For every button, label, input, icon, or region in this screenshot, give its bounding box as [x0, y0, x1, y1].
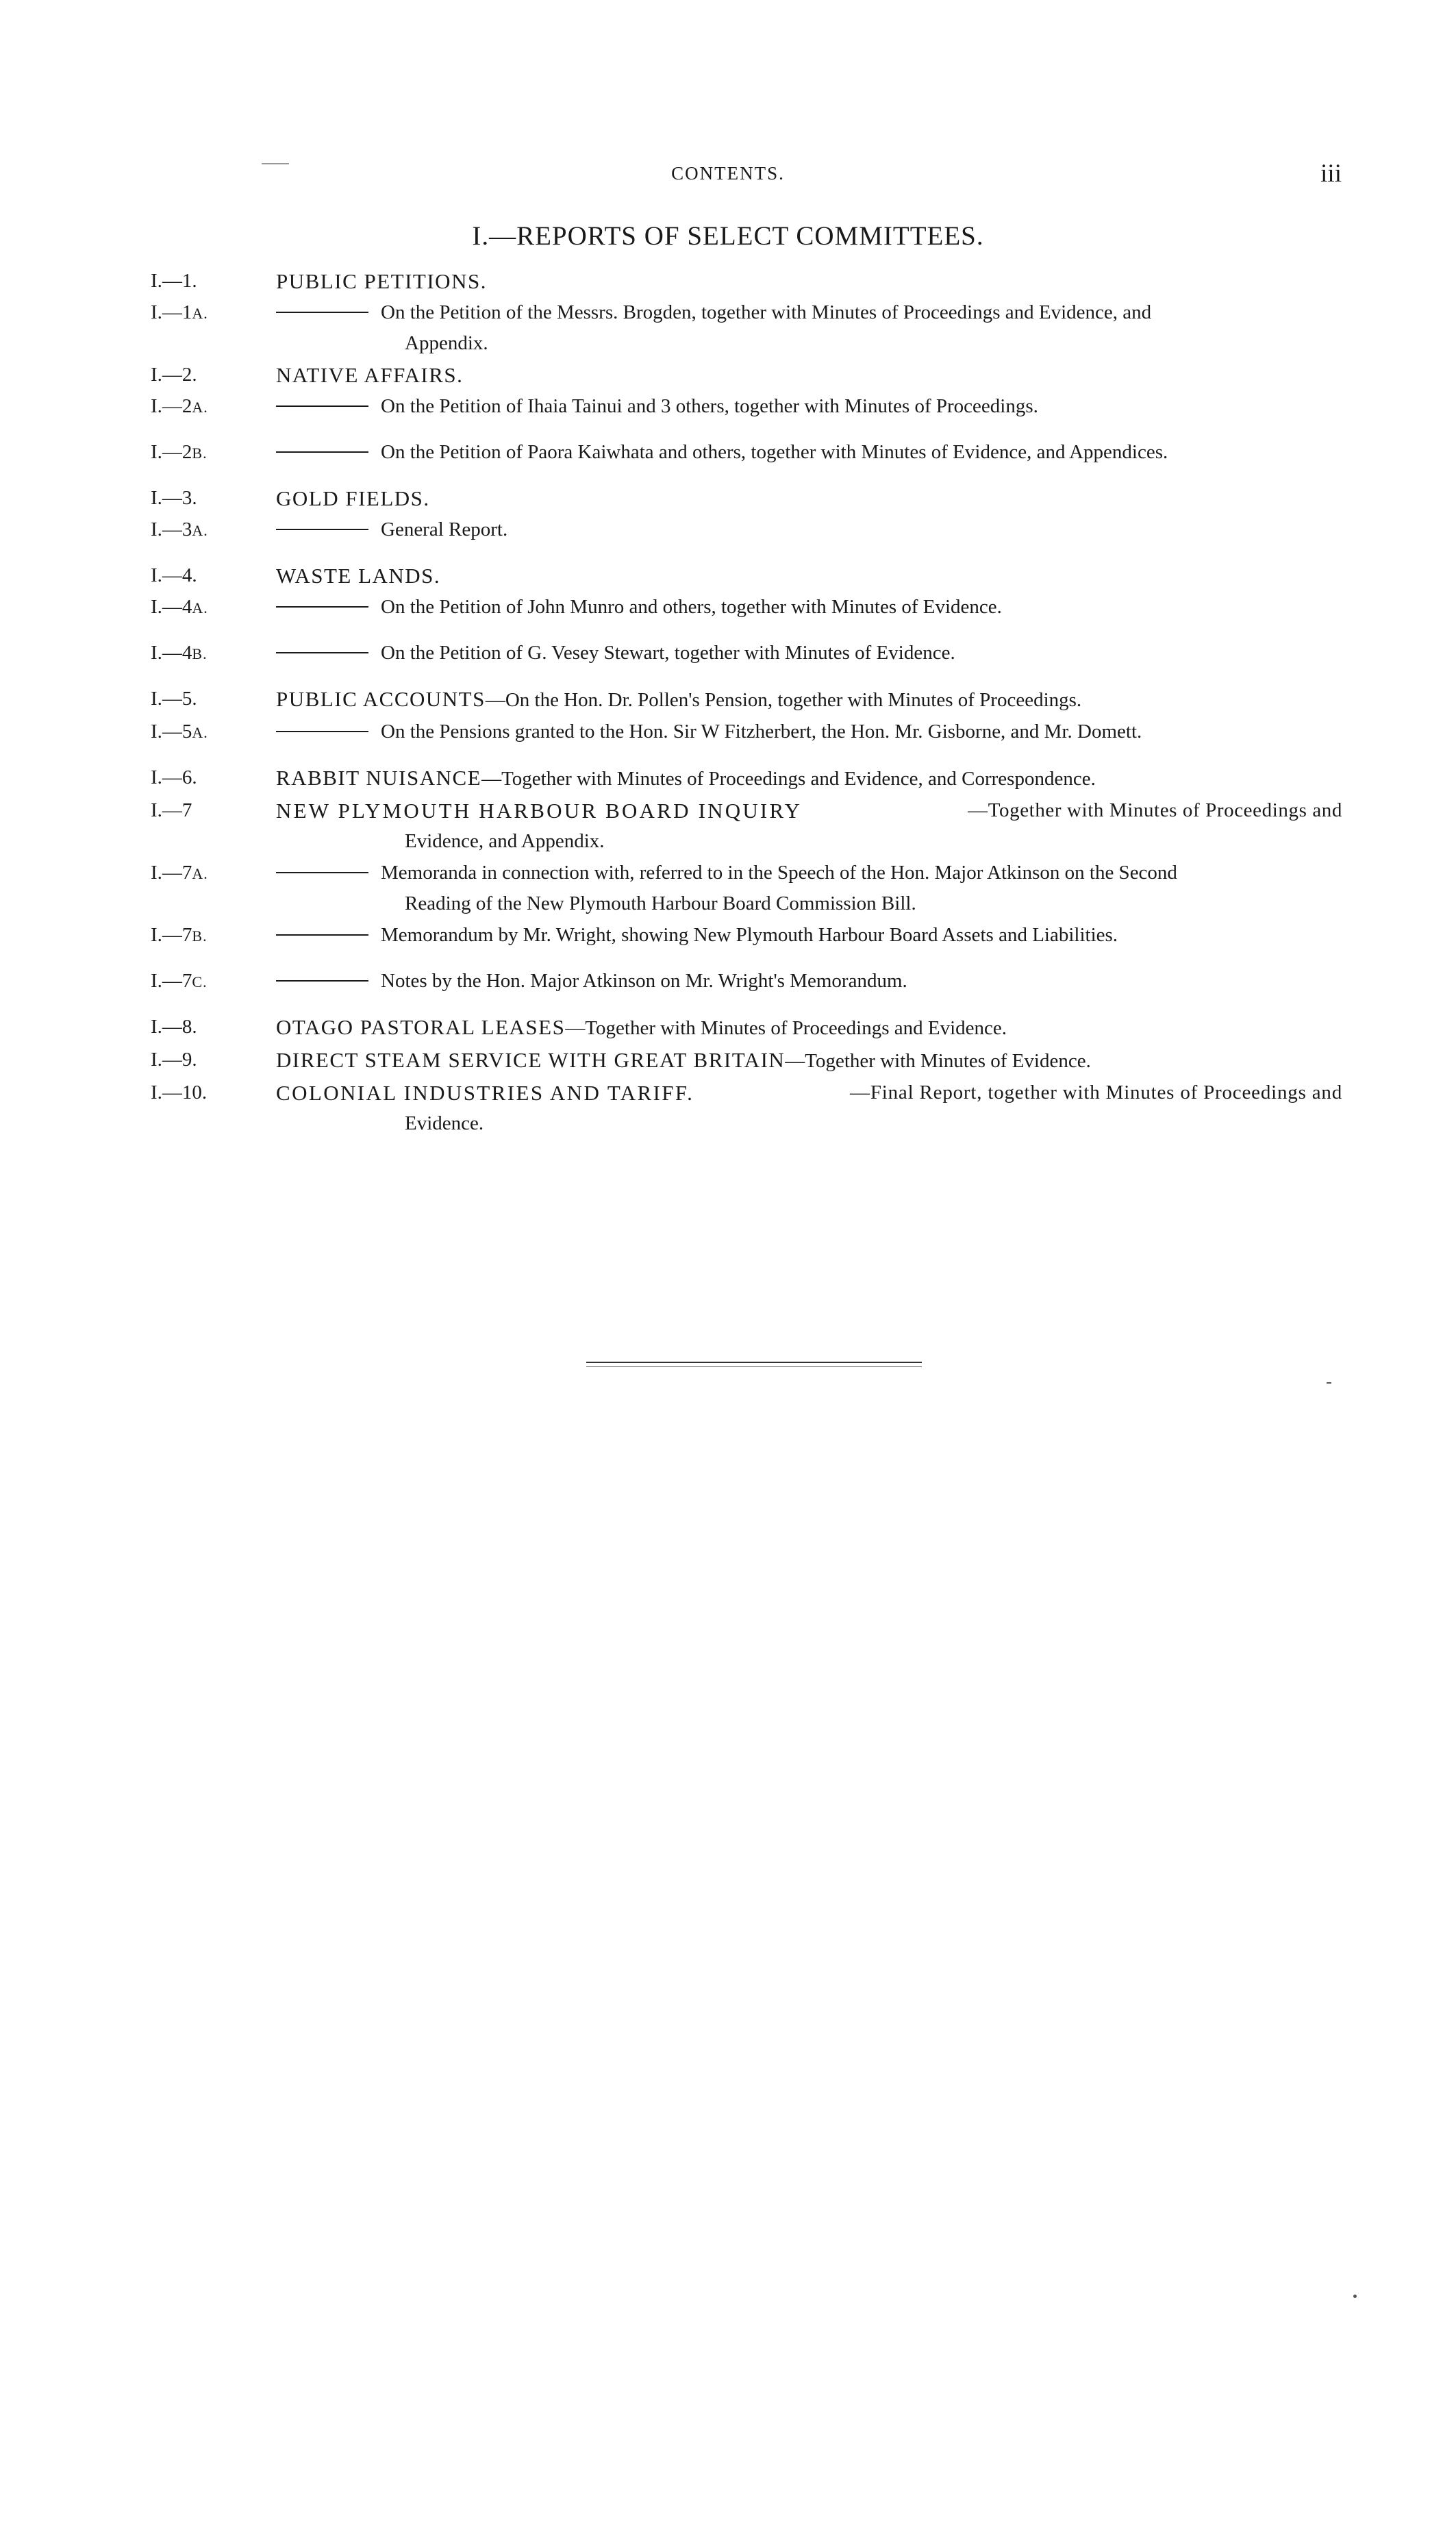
entry-number: I.—7A. — [151, 862, 208, 884]
contents-entry — [151, 762, 1342, 795]
contents-entry — [151, 560, 1342, 591]
entry-number: I.—2B. — [151, 441, 208, 463]
contents-entry — [151, 858, 1342, 919]
contents-entry — [151, 297, 1342, 359]
entry-number: I.—7B. — [151, 924, 208, 946]
ditto-dash — [276, 920, 381, 965]
section-heading: I.—REPORTS OF SELECT COMMITTEES. — [472, 221, 984, 251]
entry-text: COLONIAL INDUSTRIES AND TARIFF. —Final Report, together with Minutes of Proceedings and Evidence. — [276, 1077, 1342, 1139]
contents-entry — [151, 592, 1342, 637]
entry-subentry — [276, 514, 1342, 560]
entry-subentry — [276, 592, 1342, 637]
contents-entry — [151, 795, 1342, 857]
entry-text: NEW PLYMOUTH HARBOUR BOARD INQUIRY —Together with Minutes of Proceedings and Evidence, and Appendix. — [276, 795, 1342, 857]
entry-text: On the Petition of Paora Kaiwhata and others, together with Minutes of Evidence, and Appendices. — [381, 441, 1168, 463]
entry-heading: PUBLIC ACCOUNTS — [276, 687, 486, 711]
entry-heading: DIRECT STEAM SERVICE WITH GREAT BRITAIN — [276, 1048, 786, 1072]
entry-heading: COLONIAL INDUSTRIES AND TARIFF. — [276, 1081, 694, 1105]
print-speck — [1327, 1382, 1331, 1384]
entry-text: Notes by the Hon. Major Atkinson on Mr. Wright's Memorandum. — [381, 970, 907, 992]
entry-number: I.—4A. — [151, 596, 208, 618]
entry-heading: NATIVE AFFAIRS. — [276, 363, 464, 387]
entry-subentry — [276, 638, 1342, 683]
contents-entry — [151, 1045, 1342, 1077]
section-end-rule — [586, 1362, 922, 1367]
print-speck — [262, 163, 289, 164]
entry-subentry — [276, 391, 1342, 436]
contents-entry — [151, 391, 1342, 436]
entry-text: General Report. — [381, 519, 508, 540]
ditto-dash — [276, 297, 381, 359]
entry-number: I.—3A. — [151, 519, 208, 540]
entry-number: I.—2. — [151, 364, 197, 386]
entry-text: RABBIT NUISANCE—Together with Minutes of Proceedings and Evidence, and Correspondence. — [276, 766, 1096, 790]
entry-subentry — [276, 920, 1342, 965]
ditto-dash — [276, 966, 381, 1011]
entry-heading: PUBLIC PETITIONS. — [276, 269, 487, 293]
contents-entry — [151, 514, 1342, 560]
entry-number: I.—5. — [151, 688, 197, 710]
running-title: CONTENTS. — [671, 163, 785, 184]
print-speck — [1353, 2295, 1357, 2298]
entry-number: I.—4. — [151, 564, 197, 586]
entry-number: I.—5A. — [151, 721, 208, 742]
contents-entry — [151, 437, 1342, 482]
entry-subentry — [276, 297, 1342, 359]
entry-number: I.—3. — [151, 487, 197, 509]
contents-entry — [151, 266, 1342, 297]
entry-text: DIRECT STEAM SERVICE WITH GREAT BRITAIN—Together with Minutes of Evidence. — [276, 1048, 1091, 1072]
ditto-dash — [276, 514, 381, 560]
entry-text: On the Petition of the Messrs. Brogden, together with Minutes of Proceedings and Evidence, and Appendix. — [381, 301, 1152, 354]
entry-number: I.—6. — [151, 766, 197, 788]
ditto-dash — [276, 716, 381, 762]
entry-heading: RABBIT NUISANCE — [276, 766, 482, 790]
entry-text: Memorandum by Mr. Wright, showing New Plymouth Harbour Board Assets and Liabilities. — [381, 924, 1118, 946]
entry-number: I.—9. — [151, 1049, 197, 1071]
entry-heading: NEW PLYMOUTH HARBOUR BOARD INQUIRY — [276, 799, 803, 823]
page-number: iii — [1320, 160, 1342, 188]
entry-text: On the Pensions granted to the Hon. Sir W Fitzherbert, the Hon. Mr. Gisborne, and Mr. Domett. — [381, 721, 1142, 742]
entry-subentry — [276, 437, 1342, 482]
ditto-dash — [276, 638, 381, 683]
entry-number: I.—10. — [151, 1082, 208, 1103]
entry-heading: OTAGO PASTORAL LEASES — [276, 1015, 566, 1039]
entry-number: I.—2A. — [151, 395, 208, 417]
running-head — [0, 160, 1456, 190]
contents-entry — [151, 920, 1342, 965]
entry-text: On the Petition of John Munro and others, together with Minutes of Evidence. — [381, 596, 1002, 618]
entry-text: On the Petition of Ihaia Tainui and 3 others, together with Minutes of Proceedings. — [381, 395, 1038, 417]
entry-text: Memoranda in connection with, referred to in the Speech of the Hon. Major Atkinson on the Second Reading of the New Plymouth Harbour Board Commission Bill. — [381, 862, 1177, 914]
contents-entry — [151, 483, 1342, 514]
contents-entry — [151, 360, 1342, 390]
contents-entry — [151, 1077, 1342, 1139]
entry-number: I.—1A. — [151, 301, 208, 323]
entry-number: I.—1. — [151, 270, 197, 292]
ditto-dash — [276, 858, 381, 919]
entry-subentry — [276, 966, 1342, 1011]
ditto-dash — [276, 391, 381, 436]
contents-entry — [151, 966, 1342, 1011]
entry-heading: GOLD FIELDS. — [276, 486, 430, 510]
entry-subentry — [276, 858, 1342, 919]
contents-entry — [151, 684, 1342, 716]
ditto-dash — [276, 592, 381, 637]
entry-number: I.—7C. — [151, 970, 208, 992]
contents-list — [151, 266, 1342, 1140]
contents-entry — [151, 1012, 1342, 1044]
entry-heading: WASTE LANDS. — [276, 564, 441, 588]
entry-number: I.—4B. — [151, 642, 208, 664]
entry-text: OTAGO PASTORAL LEASES—Together with Minutes of Proceedings and Evidence. — [276, 1015, 1007, 1039]
contents-entry — [151, 638, 1342, 683]
ditto-dash — [276, 437, 381, 482]
contents-entry — [151, 716, 1342, 762]
entry-text: PUBLIC ACCOUNTS—On the Hon. Dr. Pollen's Pension, together with Minutes of Proceedings. — [276, 687, 1082, 711]
entry-number: I.—8. — [151, 1016, 197, 1038]
entry-text: On the Petition of G. Vesey Stewart, together with Minutes of Evidence. — [381, 642, 955, 664]
entry-number: I.—7 — [151, 799, 192, 821]
entry-subentry — [276, 716, 1342, 762]
